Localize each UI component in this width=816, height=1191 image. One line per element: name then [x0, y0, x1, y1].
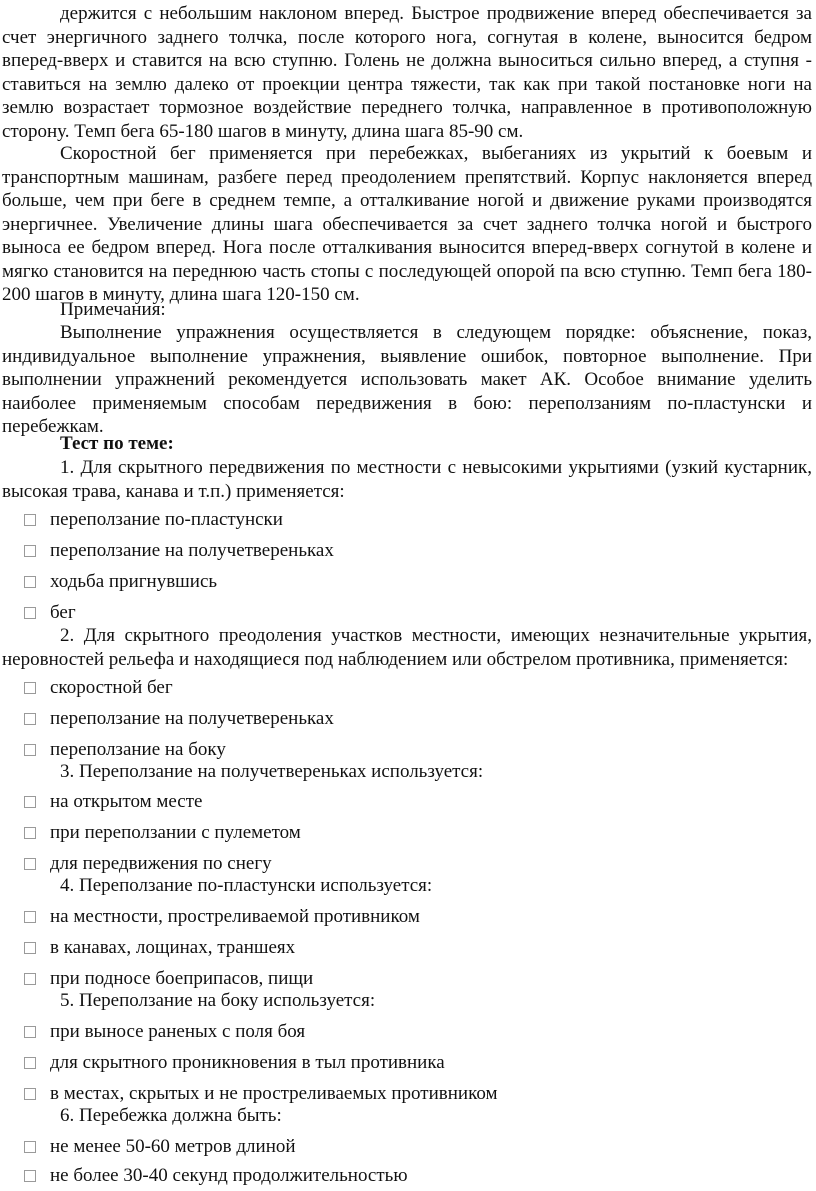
q3-option-2[interactable]: при переползании с пулеметом [24, 821, 301, 845]
q5-option-2[interactable]: для скрытного проникновения в тыл противника [24, 1051, 445, 1075]
question-5: 5. Переползание на боку используется: [60, 990, 376, 1011]
question-3: 3. Переползание на получетвереньках используется: [60, 761, 484, 782]
q1-option-1[interactable]: переползание по-пластунски [24, 508, 283, 532]
checkbox-icon[interactable] [24, 1026, 36, 1038]
q6-option-1[interactable]: не менее 50-60 метров длиной [24, 1135, 296, 1159]
paragraph-notes: Выполнение упражнения осуществляется в следующем порядке: объяснение, показ, индивидуальное выполнение упражнения, выявление ошибок, повторное выполнение. При выполнении упражнений рекомендуется использовать макет АК. Особое внимание уделить наиболее применяемым способам передвижения в бою: переползаниям по-пластунски и перебежкам. [2, 322, 812, 437]
checkbox-icon[interactable] [24, 796, 36, 808]
q4-option-2[interactable]: в канавах, лощинах, траншеях [24, 936, 295, 960]
q4-option-1[interactable]: на местности, простреливаемой противником [24, 905, 420, 929]
checkbox-icon[interactable] [24, 682, 36, 694]
checkbox-icon[interactable] [24, 514, 36, 526]
checkbox-icon[interactable] [24, 576, 36, 588]
question-2: 2. Для скрытного преодоления участков местности, имеющих незначительные укрытия, неровностей рельефа и находящиеся под наблюдением или обстрелом противника, применяется: [2, 625, 812, 670]
question-1: 1. Для скрытного передвижения по местности с невысокими укрытиями (узкий кустарник, высокая трава, канава и т.п.) применяется: [2, 457, 812, 502]
q2-option-2[interactable]: переползание на получетвереньках [24, 707, 334, 731]
question-4: 4. Переползание по-пластунски используется: [60, 875, 433, 896]
checkbox-icon[interactable] [24, 1170, 36, 1182]
checkbox-icon[interactable] [24, 713, 36, 725]
q2-option-1[interactable]: скоростной бег [24, 676, 173, 700]
q4-option-3[interactable]: при подносе боеприпасов, пищи [24, 967, 313, 991]
question-6: 6. Перебежка должна быть: [60, 1105, 282, 1126]
checkbox-icon[interactable] [24, 911, 36, 923]
paragraph-running-technique: держится с небольшим наклоном вперед. Быстрое продвижение вперед обеспечивается за счет энергичного заднего толчка, после которого нога, согнутая в колене, выносится бедром вперед-вверх и ставится на всю ступню. Голень не должна выноситься сильно вперед, а ступня - ставиться на землю далеко от проекции центра тяжести, так как при такой постановке ноги на землю возрастает тормозное воздействие переднего толчка, направленное в противоположную сторону. Темп бега 65-180 шагов в минуту, длина шага 85-90 см. [2, 3, 812, 142]
q1-option-4[interactable]: бег [24, 601, 76, 625]
checkbox-icon[interactable] [24, 827, 36, 839]
q1-option-2[interactable]: переползание на получетвереньках [24, 539, 334, 563]
notes-label: Примечания: [60, 299, 166, 320]
checkbox-icon[interactable] [24, 545, 36, 557]
q3-option-1[interactable]: на открытом месте [24, 790, 202, 814]
q5-option-3[interactable]: в местах, скрытых и не простреливаемых противником [24, 1082, 498, 1106]
q6-option-2[interactable]: не более 30-40 секунд продолжительностью [24, 1164, 408, 1188]
checkbox-icon[interactable] [24, 942, 36, 954]
q5-option-1[interactable]: при выносе раненых с поля боя [24, 1020, 305, 1044]
test-heading: Тест по теме: [60, 433, 174, 454]
checkbox-icon[interactable] [24, 1141, 36, 1153]
q3-option-3[interactable]: для передвижения по снегу [24, 852, 272, 876]
paragraph-fast-run: Скоростной бег применяется при перебежках, выбеганиях из укрытий к боевым и транспортным машинам, разбеге перед преодолением препятствий. Корпус наклоняется вперед больше, чем при беге в среднем темпе, а отталкивание ногой и движение руками производятся энергичнее. Увеличение длины шага обеспечивается за счет заднего толчка ногой и быстрого выноса ее бедром вперед. Нога после отталкивания выносится вперед-вверх согнутой в колене и мягко становится на переднюю часть стопы с последующей опорой па всю ступню. Темп бега 180-200 шагов в минуту, длина шага 120-150 см. [2, 143, 812, 305]
q1-option-3[interactable]: ходьба пригнувшись [24, 570, 217, 594]
checkbox-icon[interactable] [24, 1057, 36, 1069]
checkbox-icon[interactable] [24, 858, 36, 870]
checkbox-icon[interactable] [24, 744, 36, 756]
q2-option-3[interactable]: переползание на боку [24, 738, 226, 762]
checkbox-icon[interactable] [24, 973, 36, 985]
checkbox-icon[interactable] [24, 1088, 36, 1100]
checkbox-icon[interactable] [24, 607, 36, 619]
